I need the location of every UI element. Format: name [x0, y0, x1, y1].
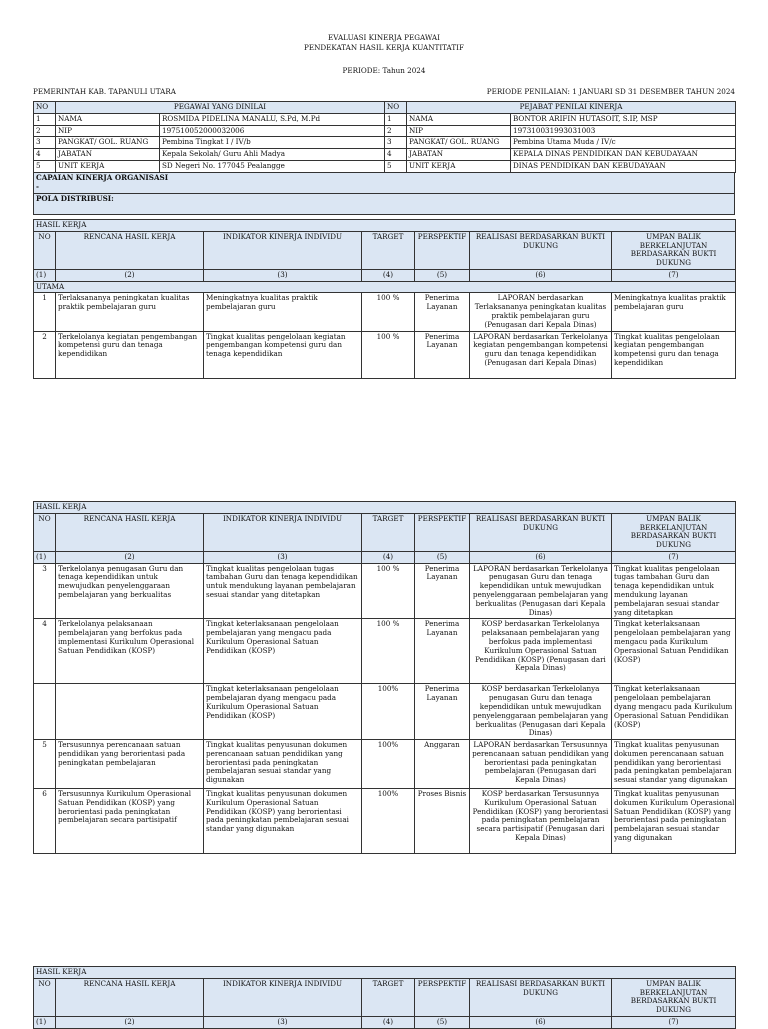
cell-umpan: Tingkat keterlaksanaan pengelolaan pembelajaran dyang mengacu pada Kurikulum Operasional Satuan Pendidikan (KOSP): [612, 684, 736, 740]
doc-periode: PERIODE: Tahun 2024: [342, 66, 426, 75]
cell-realisasi: KOSP berdasarkan Tersusunnya Kurikulum Operasional Satuan Pendidikan (KOSP) yang berorientasi pada peningkatan pembelajaran secara partisipatif (Penugasan dari Kepala Dinas): [470, 789, 612, 854]
col-header-rencana: RENCANA HASIL KERJA: [56, 978, 204, 1016]
pegawai-value: ROSMIDA PIDELINA MANALU, S.Pd, M.Pd: [160, 113, 385, 125]
cell-realisasi: LAPORAN berdasarkan Tersusunnya perencanaan satuan pendidikan yang berorientasi pada peningkatan pembelajaran (Penugasan dari Kepala Dinas): [470, 740, 612, 789]
col-header-realisasi: REALISASI BERDASARKAN BUKTI DUKUNG: [470, 231, 612, 269]
cell-no: 6: [34, 789, 56, 854]
cell-realisasi: KOSP berdasarkan Terkelolanya pelaksanaan pembelajaran yang berfokus pada implementasi Kurikulum Operasional Satuan Pendidikan (KOSP) (Penugasan dari Kepala Dinas): [470, 619, 612, 684]
cell-no: 2: [34, 331, 56, 378]
col-number: (5): [415, 551, 470, 563]
cell-target: 100 %: [362, 331, 415, 378]
cell-no: 4: [34, 619, 56, 684]
col-header-indikator: INDIKATOR KINERJA INDIVIDU: [204, 978, 362, 1016]
cell-perspektif: Penerima Layanan: [415, 684, 470, 740]
table-row: [34, 684, 736, 740]
col-number: (2): [56, 1016, 204, 1028]
penilai-label: UNIT KERJA: [407, 160, 511, 172]
periode-penilaian: PERIODE PENILAIAN: 1 JANUARI SD 31 DESEMBER TAHUN 2024: [486, 87, 735, 96]
penilai-label: NAMA: [407, 113, 511, 125]
column-number-row: [34, 1016, 736, 1028]
penilai-no: 3: [385, 137, 407, 149]
col-header-target: TARGET: [362, 231, 415, 269]
col-number: (4): [362, 269, 415, 281]
col-header-no: NO: [34, 513, 56, 551]
col-number: (4): [362, 551, 415, 563]
col-number: (7): [612, 1016, 736, 1028]
table-row: [34, 619, 736, 684]
utama-label: UTAMA: [34, 281, 736, 293]
col-number: (6): [470, 269, 612, 281]
penilai-value: Pembina Utama Muda / IV/c: [511, 137, 736, 149]
cell-indikator: Tingkat kualitas penyusunan dokumen Kurikulum Operasional Satuan Pendidikan (KOSP) yang berorientasi pada peningkatan pembelajaran sesuai standar yang digunakan: [204, 789, 362, 854]
hasil-kerja-table-3: [33, 966, 736, 1029]
pegawai-label: PANGKAT/ GOL. RUANG: [56, 137, 160, 149]
col-number: (3): [204, 1016, 362, 1028]
cell-rencana: Terkelolanya penugasan Guru dan tenaga kependidikan untuk mewujudkan penyelenggaraan pembelajaran yang berkualitas: [56, 563, 204, 619]
cell-realisasi: LAPORAN berdasarkan Terkelolanya kegiatan pengembangan kompetensi guru dan tenaga kependidikan (Penugasan dari Kepala Dinas): [470, 331, 612, 378]
col-number: (2): [56, 551, 204, 563]
pegawai-no: 5: [34, 160, 56, 172]
pegawai-no: 2: [34, 125, 56, 137]
col-header-realisasi: REALISASI BERDASARKAN BUKTI DUKUNG: [470, 978, 612, 1016]
col-header-perspektif: PERSPEKTIF: [415, 513, 470, 551]
col-number: (6): [470, 1016, 612, 1028]
cell-umpan: Meningkatnya kualitas praktik pembelajaran guru: [612, 293, 736, 331]
col-header-perspektif: PERSPEKTIF: [415, 231, 470, 269]
cell-umpan: Tingkat kualitas pengelolaan kegiatan pengembangan kompetensi guru dan tenaga kependidikan: [612, 331, 736, 378]
cell-umpan: Tingkat kualitas pengelolaan tugas tambahan Guru dan tenaga kependidikan untuk mendukung layanan pembelajaran sesuai standar yang ditetapkan: [612, 563, 736, 619]
identity-table: [33, 101, 736, 173]
section-row: [34, 220, 736, 232]
hasil-kerja-label: HASIL KERJA: [34, 967, 736, 979]
column-header-row: [34, 978, 736, 1016]
penilai-label: JABATAN: [407, 149, 511, 161]
capaian-label: CAPAIAN KINERJA ORGANISASI: [36, 173, 169, 182]
doc-subtitle: PENDEKATAN HASIL KERJA KUANTITATIF: [304, 43, 464, 52]
col-header-umpan: UMPAN BALIK BERKELANJUTAN BERDASARKAN BUKTI DUKUNG: [612, 513, 736, 551]
cell-realisasi: LAPORAN berdasarkan Terlaksananya peningkatan kualitas praktik pembelajaran guru (Penugasan dari Kepala Dinas): [470, 293, 612, 331]
col-number: (6): [470, 551, 612, 563]
col-header-no: NO: [34, 978, 56, 1016]
hasil-kerja-table-2: [33, 501, 736, 854]
table-row: [34, 740, 736, 789]
cell-no: 5: [34, 740, 56, 789]
col-number: (4): [362, 1016, 415, 1028]
pegawai-value: 197510052000032006: [160, 125, 385, 137]
cell-indikator: Tingkat kualitas penyusunan dokumen perencanaan satuan pendidikan yang berorientasi pada peningkatan pembelajaran sesuai standar yang digunakan: [204, 740, 362, 789]
col-number: (5): [415, 1016, 470, 1028]
cell-umpan: Tingkat kualitas penyusunan dokumen perencanaan satuan pendidikan yang berorientasi pada peningkatan pembelajaran sesuai standar yang digunakan: [612, 740, 736, 789]
col-number: (1): [34, 269, 56, 281]
pegawai-value: Kepala Sekolah/ Guru Ahli Madya: [160, 149, 385, 161]
col-number: (3): [204, 269, 362, 281]
col-header-perspektif: PERSPEKTIF: [415, 978, 470, 1016]
cell-rencana: Tersusunnya perencanaan satuan pendidikan yang berorientasi pada peningkatan pembelajaran: [56, 740, 204, 789]
cell-rencana: Terlaksananya peningkatan kualitas praktik pembelajaran guru: [56, 293, 204, 331]
cell-no: 3: [34, 563, 56, 619]
penilai-no: 5: [385, 160, 407, 172]
capaian-value: -: [36, 181, 39, 191]
cell-target: 100 %: [362, 619, 415, 684]
pegawai-value: Pembina Tingkat I / IV/b: [160, 137, 385, 149]
table-row: [34, 293, 736, 331]
pegawai-label: JABATAN: [56, 149, 160, 161]
col-number: (1): [34, 551, 56, 563]
cell-no: 1: [34, 293, 56, 331]
cell-target: 100%: [362, 789, 415, 854]
identity-row: [34, 160, 736, 172]
cell-umpan: Tingkat kualitas penyusunan dokumen Kurikulum Operasional Satuan Pendidikan (KOSP) yang berorientasi pada peningkatan pembelajaran sesuai standar yang digunakan: [612, 789, 736, 854]
identity-row: [34, 137, 736, 149]
pegawai-label: UNIT KERJA: [56, 160, 160, 172]
penilai-header: PEJABAT PENILAI KINERJA: [407, 102, 736, 114]
column-number-row: [34, 551, 736, 563]
utama-row: [34, 281, 736, 293]
pegawai-header: PEGAWAI YANG DINILAI: [56, 102, 385, 114]
penilai-value: 197310031993031003: [511, 125, 736, 137]
cell-indikator: Tingkat kualitas pengelolaan tugas tambahan Guru dan tenaga kependidikan untuk mendukung layanan pembelajaran sesuai standar yang ditetapkan: [204, 563, 362, 619]
hasil-kerja-label: HASIL KERJA: [34, 502, 736, 514]
penilai-label: NIP: [407, 125, 511, 137]
cell-rencana: Terkelolanya pelaksanaan pembelajaran yang berfokus pada implementasi Kurikulum Operasional Satuan Pendidikan (KOSP): [56, 619, 204, 684]
penilai-value: BONTOR ARIFIN HUTASOIT, S.IP, MSP: [511, 113, 736, 125]
penilai-value: KEPALA DINAS PENDIDIKAN DAN KEBUDAYAAN: [511, 149, 736, 161]
pegawai-no: 4: [34, 149, 56, 161]
cell-rencana: [56, 684, 204, 740]
pegawai-value: SD Negeri No. 177045 Pealangge: [160, 160, 385, 172]
col-no: NO: [34, 102, 56, 114]
cell-indikator: Tingkat keterlaksanaan pengelolaan pembelajaran yang mengacu pada Kurikulum Operasional Satuan Pendidikan (KOSP): [204, 619, 362, 684]
col-number: (5): [415, 269, 470, 281]
cell-target: 100 %: [362, 293, 415, 331]
identity-row: [34, 125, 736, 137]
cell-perspektif: Penerima Layanan: [415, 293, 470, 331]
col-header-no: NO: [34, 231, 56, 269]
cell-realisasi: LAPORAN berdasarkan Terkelolanya penugasan Guru dan tenaga kependidikan untuk mewujudkan penyelenggaraan pembelajaran yang berkualitas (Penugasan dari Kepala Dinas): [470, 563, 612, 619]
hasil-kerja-table-1: [33, 219, 736, 379]
capaian-table: [33, 172, 735, 215]
pegawai-no: 1: [34, 113, 56, 125]
penilai-no: 4: [385, 149, 407, 161]
cell-indikator: Tingkat keterlaksanaan pengelolaan pembelajaran dyang mengacu pada Kurikulum Operasional Satuan Pendidikan (KOSP): [204, 684, 362, 740]
identity-row: [34, 113, 736, 125]
cell-perspektif: Penerima Layanan: [415, 619, 470, 684]
col-header-indikator: INDIKATOR KINERJA INDIVIDU: [204, 513, 362, 551]
col-header-umpan: UMPAN BALIK BERKELANJUTAN BERDASARKAN BUKTI DUKUNG: [612, 978, 736, 1016]
penilai-no: 2: [385, 125, 407, 137]
penilai-label: PANGKAT/ GOL. RUANG: [407, 137, 511, 149]
penilai-no: 1: [385, 113, 407, 125]
section-row: [34, 967, 736, 979]
pola-label: POLA DISTRIBUSI:: [36, 194, 114, 203]
col-number: (2): [56, 269, 204, 281]
cell-realisasi: KOSP berdasarkan Terkelolanya penugasan Guru dan tenaga kependidikan untuk mewujudkan penyelenggaraan pembelajaran yang berkualitas (Penugasan dari Kepala Dinas): [470, 684, 612, 740]
cell-perspektif: Penerima Layanan: [415, 331, 470, 378]
col-header-target: TARGET: [362, 513, 415, 551]
pegawai-label: NAMA: [56, 113, 160, 125]
penilai-value: DINAS PENDIDIKAN DAN KEBUDAYAAN: [511, 160, 736, 172]
col-header-realisasi: REALISASI BERDASARKAN BUKTI DUKUNG: [470, 513, 612, 551]
cell-no: [34, 684, 56, 740]
cell-target: 100%: [362, 740, 415, 789]
table-row: [34, 563, 736, 619]
col-header-umpan: UMPAN BALIK BERKELANJUTAN BERDASARKAN BUKTI DUKUNG: [612, 231, 736, 269]
pegawai-no: 3: [34, 137, 56, 149]
cell-umpan: Tingkat keterlaksanaan pengelolaan pembelajaran yang mengacu pada Kurikulum Operasional Satuan Pendidikan (KOSP): [612, 619, 736, 684]
hasil-kerja-label: HASIL KERJA: [34, 220, 736, 232]
cell-rencana: Tersusunnya Kurikulum Operasional Satuan Pendidikan (KOSP) yang berorientasi pada peningkatan pembelajaran secara partisipatif: [56, 789, 204, 854]
section-row: [34, 502, 736, 514]
col-header-target: TARGET: [362, 978, 415, 1016]
doc-title: EVALUASI KINERJA PEGAWAI: [328, 33, 440, 42]
column-number-row: [34, 269, 736, 281]
col-number: (3): [204, 551, 362, 563]
column-header-row: [34, 231, 736, 269]
col-number: (1): [34, 1016, 56, 1028]
col-number: (7): [612, 551, 736, 563]
col-number: (7): [612, 269, 736, 281]
col-header-rencana: RENCANA HASIL KERJA: [56, 513, 204, 551]
col-no: NO: [385, 102, 407, 114]
cell-target: 100 %: [362, 563, 415, 619]
identity-row: [34, 149, 736, 161]
cell-indikator: Meningkatnya kualitas praktik pembelajaran guru: [204, 293, 362, 331]
cell-indikator: Tingkat kualitas pengelolaan kegiatan pengembangan kompetensi guru dan tenaga kependidikan: [204, 331, 362, 378]
col-header-rencana: RENCANA HASIL KERJA: [56, 231, 204, 269]
instansi-label: PEMERINTAH KAB. TAPANULI UTARA: [33, 87, 176, 96]
cell-rencana: Terkelolanya kegiatan pengembangan kompetensi guru dan tenaga kependidikan: [56, 331, 204, 378]
column-header-row: [34, 513, 736, 551]
cell-target: 100%: [362, 684, 415, 740]
cell-perspektif: Proses Bisnis: [415, 789, 470, 854]
pegawai-label: NIP: [56, 125, 160, 137]
col-header-indikator: INDIKATOR KINERJA INDIVIDU: [204, 231, 362, 269]
table-row: [34, 331, 736, 378]
cell-perspektif: Penerima Layanan: [415, 563, 470, 619]
cell-perspektif: Anggaran: [415, 740, 470, 789]
table-row: [34, 789, 736, 854]
